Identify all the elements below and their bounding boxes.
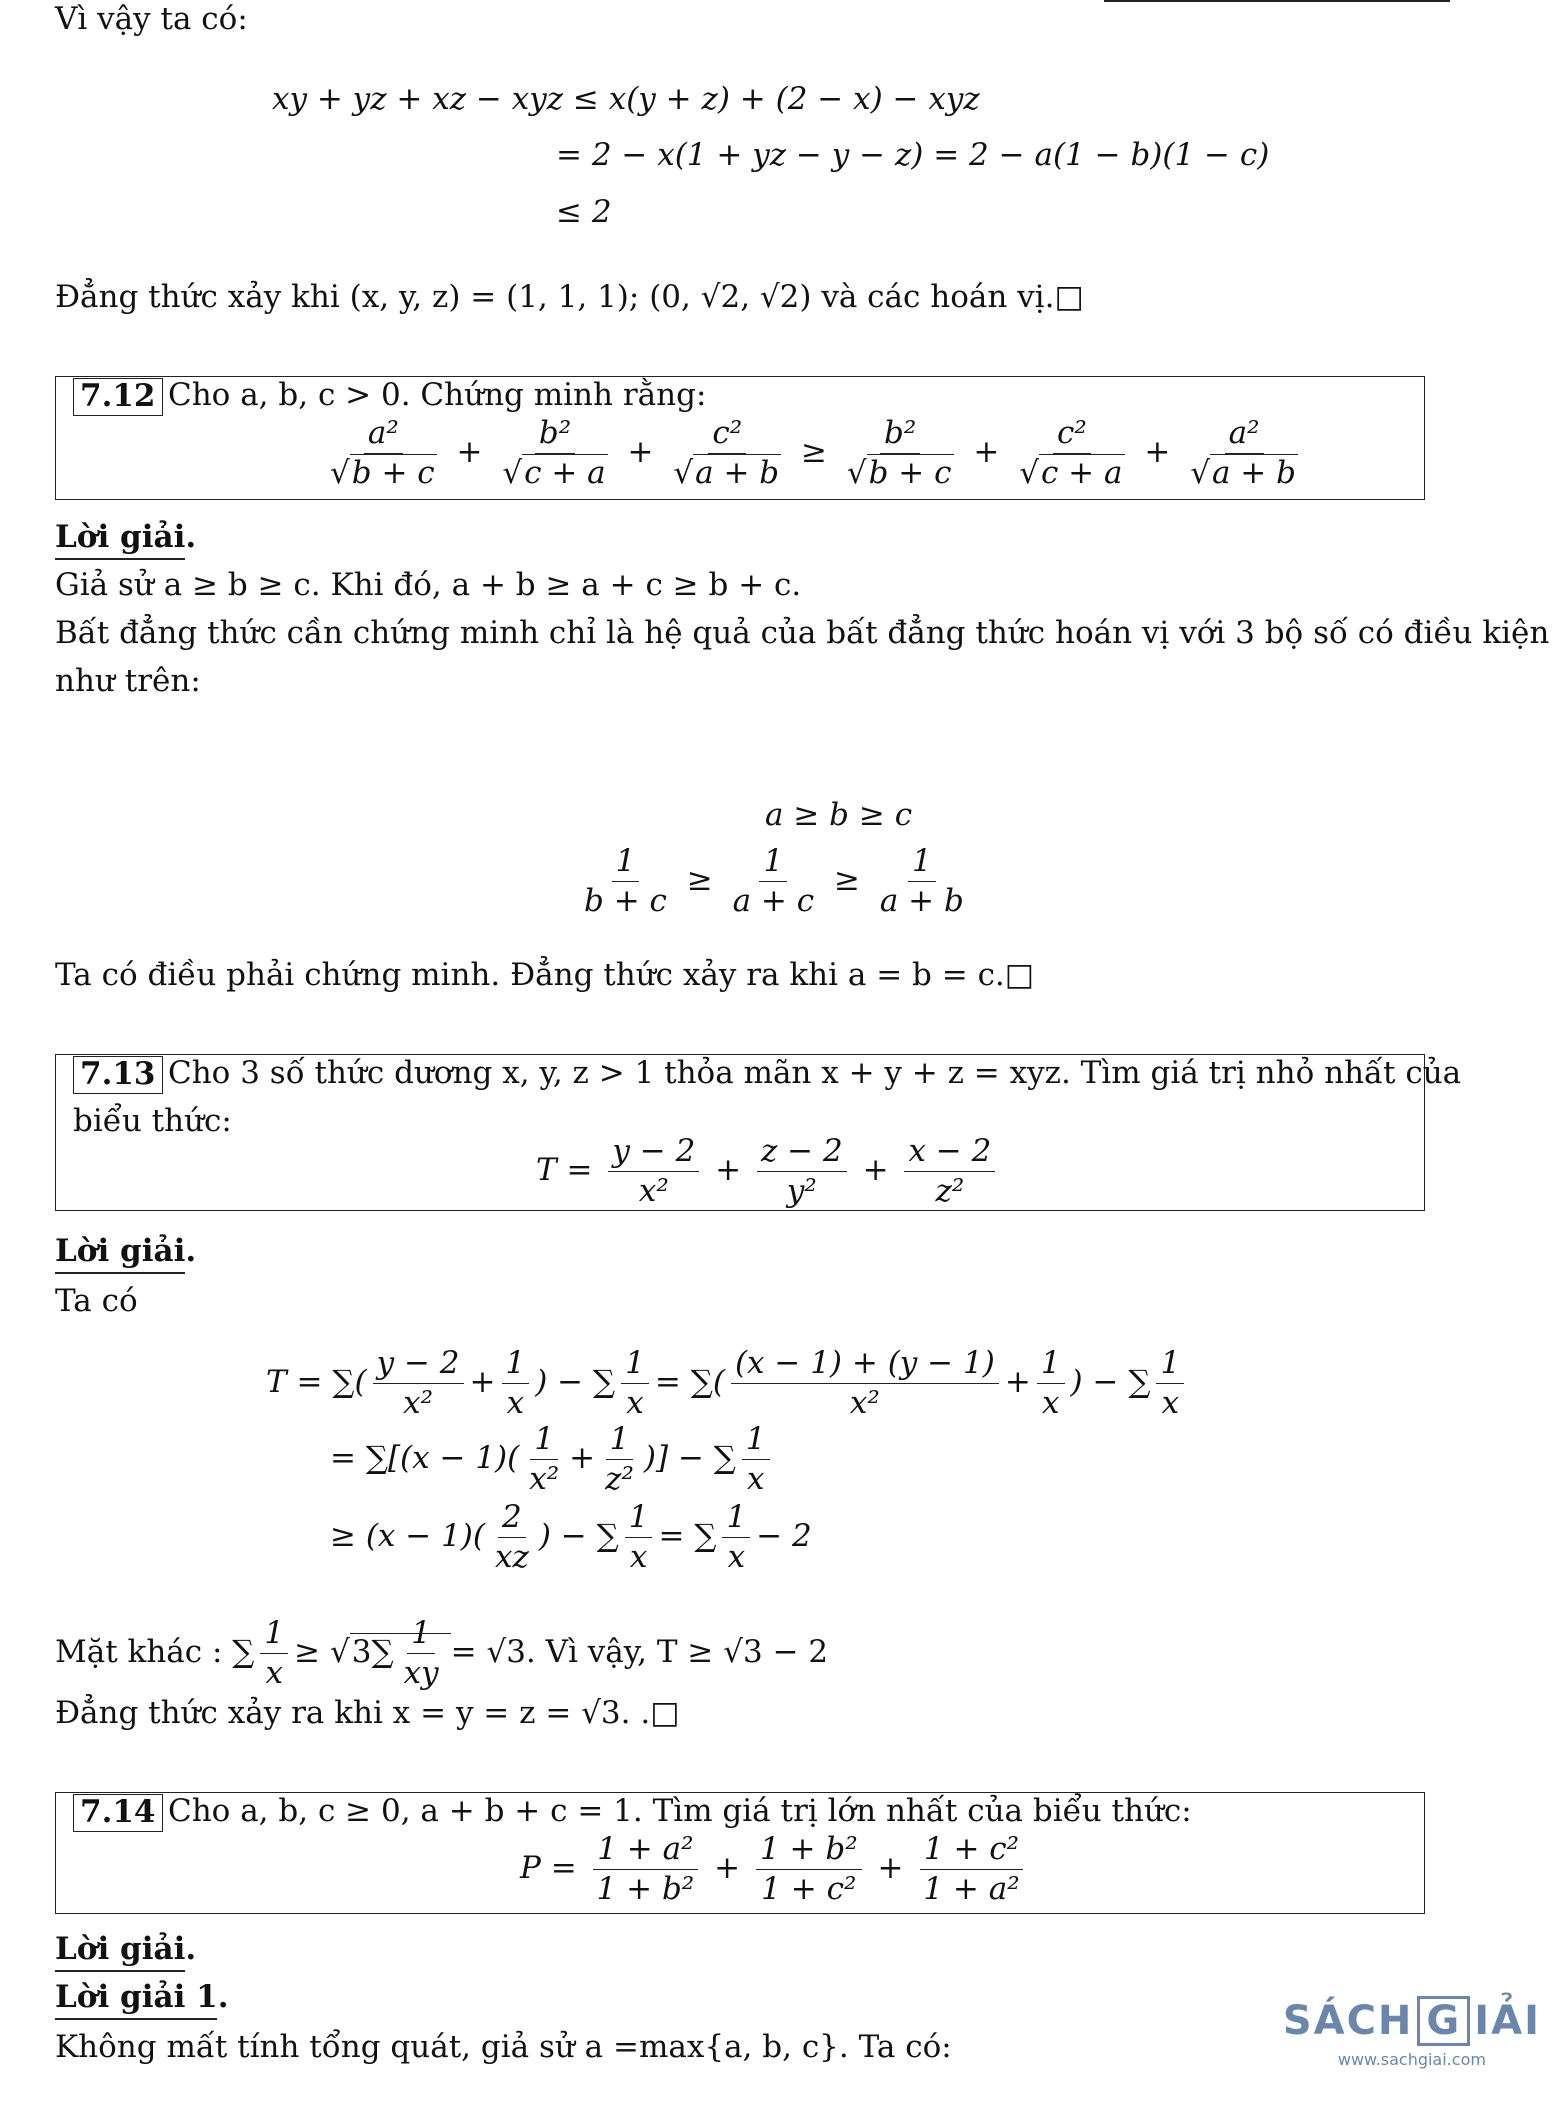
top-rule <box>1104 0 1450 2</box>
fraction: $\frac{x - 2}{\text{z²}}$ <box>904 1132 995 1211</box>
watermark-brand-right: IẢI <box>1474 1998 1541 2044</box>
fraction: $\frac{z - 2}{\text{y²}}$ <box>757 1132 847 1211</box>
fraction: $\frac{1}{x}$ <box>625 1498 653 1577</box>
watermark-url: www.sachgiai.com <box>1337 2050 1486 2069</box>
fraction: $\frac{1}{x}$ <box>621 1344 649 1423</box>
solution-heading-7-12: Lời giải. <box>55 519 197 555</box>
solution-heading-7-13: Lời giải. <box>55 1233 197 1269</box>
derivation-line2-7-13: = ∑[(x − 1)( $\frac{1}{\text{x²}}$ + $\frac{1}{\text{z²}}$ )] − ∑ $\frac{1}{x}$ <box>330 1420 776 1499</box>
fraction: $\frac{1}{\text{z²}}$ <box>605 1421 634 1497</box>
heading-underline <box>55 558 185 560</box>
problem-statement-7-14: Cho a, b, c ≥ 0, a + b + c = 1. Tìm giá trị lớn nhất của biểu thức: <box>168 1793 1192 1829</box>
objective-p-7-14: P = $\frac{\text{1 + a²}}{\text{1 + b²}}$ + $\frac{\text{1 + b²}}{\text{1 + c²}}$ + $\frac{\text{1 + c²}}{\text{1 + a²}}$ <box>520 1830 1030 1909</box>
intro-text: Vì vậy ta có: <box>55 1 248 37</box>
fraction: $\frac{1}{a + b}$ <box>879 843 964 919</box>
solution-line3-7-12: như trên: <box>55 663 201 699</box>
heading-underline <box>55 1970 185 1972</box>
fraction: $\frac{1}{\text{x²}}$ <box>529 1421 560 1497</box>
fraction: $\frac{y - 2}{\text{x²}}$ <box>608 1132 699 1211</box>
fraction: $\frac{\text{c²}}{√a + b}$ <box>673 415 780 491</box>
fraction: $\frac{1}{x}$ <box>1156 1344 1184 1423</box>
watermark-brand-mark: G <box>1417 1996 1470 2046</box>
conclusion-7-12: Ta có điều phải chứng minh. Đẳng thức xảy ra khi a = b = c.□ <box>55 957 1035 993</box>
fraction: $\frac{1}{x}$ <box>722 1498 750 1577</box>
fraction: $\frac{\text{b²}}{√c + a}$ <box>502 415 606 491</box>
watermark-brand-left: SÁCH <box>1282 1998 1414 2044</box>
derivation-line3-7-13: ≥ (x − 1)( $\frac{2}{xz}$ ) − ∑ $\frac{1}{x}$ = ∑ $\frac{1}{x}$ − 2 <box>330 1499 812 1575</box>
fraction: $\frac{\text{a²}}{√b + c}$ <box>330 415 435 491</box>
fraction: $\frac{(x - 1) + (y - 1)}{\text{x²}}$ <box>731 1344 999 1423</box>
heading-underline <box>55 2018 217 2020</box>
fraction: $\frac{\text{1 + a²}}{\text{1 + b²}}$ <box>593 1830 699 1909</box>
solution-line1-7-12: Giả sử a ≥ b ≥ c. Khi đó, a + b ≥ a + c ≥ b + c. <box>55 567 802 603</box>
solution1-heading-7-14: Lời giải 1. <box>55 1979 229 2015</box>
watermark-logo <box>1283 1996 1541 2070</box>
problem-number-7-12: 7.12 <box>73 378 163 416</box>
fraction: $\frac{2}{xz}$ <box>495 1499 529 1575</box>
other-hand-7-13: Mặt khác : ∑ $\frac{1}{x}$ ≥ √3∑ $\frac{1}{xy}$ = √3. Vì vậy, T ≥ √3 − 2 <box>55 1615 829 1691</box>
fraction: $\frac{1}{xy}$ <box>403 1615 439 1691</box>
solution-line2-7-12: Bất đẳng thức cần chứng minh chỉ là hệ quả của bất đẳng thức hoán vị với 3 bộ số có điều kiện <box>55 615 1550 651</box>
fraction: $\frac{\text{b²}}{√b + c}$ <box>846 415 952 491</box>
solution-line1-7-13: Ta có <box>55 1283 138 1319</box>
eq1-line3: ≤ 2 <box>556 194 612 230</box>
solution-heading-7-14: Lời giải. <box>55 1931 197 1967</box>
problem-statement2-7-13: biểu thức: <box>73 1103 232 1139</box>
problem-number-7-13: 7.13 <box>73 1056 163 1094</box>
solution-line1-7-14: Không mất tính tổng quát, giả sử a =max{a, b, c}. Ta có: <box>55 2029 952 2065</box>
sqrt-radicand: 3∑ $\frac{1}{xy}$ <box>350 1633 451 1670</box>
fraction: $\frac{\text{c²}}{√c + a}$ <box>1019 415 1123 491</box>
fraction: $\frac{1}{x}$ <box>1037 1344 1065 1423</box>
fraction: $\frac{1}{x}$ <box>502 1344 530 1423</box>
objective-t-7-13: T = $\frac{y - 2}{\text{x²}}$ + $\frac{z - 2}{\text{y²}}$ + $\frac{x - 2}{\text{z²}}$ <box>536 1132 1001 1211</box>
problem-number-7-14: 7.14 <box>73 1794 163 1832</box>
inequality-7-12: $\frac{\text{a²}}{√b + c}$ + $\frac{\text{b²}}{√c + a}$ + $\frac{\text{c²}}{√a + b}$ ≥ $\frac{\text{b²}}{√b + c}$ + $\frac{\text{c²}}{√c + a}$ + $\frac{\text{a²}}{√a + b}$ <box>320 414 1308 493</box>
fraction: $\frac{1}{b + c}$ <box>584 843 667 919</box>
eq1-line2: = 2 − x(1 + yz − y − z) = 2 − a(1 − b)(1 − c) <box>556 137 1270 173</box>
fraction: $\frac{1}{a + c}$ <box>732 843 815 919</box>
fraction: $\frac{1}{x}$ <box>742 1420 770 1499</box>
fraction: $\frac{1}{x}$ <box>260 1614 288 1693</box>
equality-7-13: Đẳng thức xảy ra khi x = y = z = √3. .□ <box>55 1695 680 1731</box>
fraction: $\frac{\text{a²}}{√a + b}$ <box>1190 415 1296 491</box>
heading-underline <box>55 1272 185 1274</box>
intro-equality: Đẳng thức xảy khi (x, y, z) = (1, 1, 1); (0, √2, √2) và các hoán vị.□ <box>55 279 1084 315</box>
fraction: $\frac{y - 2}{\text{x²}}$ <box>373 1344 464 1423</box>
fraction: $\frac{\text{1 + b²}}{\text{1 + c²}}$ <box>756 1830 862 1909</box>
derivation-line1-7-13: T = ∑( $\frac{y - 2}{\text{x²}}$ + $\frac{1}{x}$ ) − ∑ $\frac{1}{x}$ = ∑( $\frac{(x - 1) + (y - 1)}{\text{x²}}$ + $\frac{1}{x}$ ) − ∑ $\frac{1}{x}$ <box>266 1344 1190 1423</box>
eq1-line1: xy + yz + xz − xyz ≤ x(y + z) + (2 − x) − xyz <box>272 81 980 117</box>
problem-statement-7-12: Cho a, b, c > 0. Chứng minh rằng: <box>168 377 707 413</box>
fraction: $\frac{\text{1 + c²}}{\text{1 + a²}}$ <box>919 1830 1023 1909</box>
problem-statement1-7-13: Cho 3 số thức dương x, y, z > 1 thỏa mãn x + y + z = xyz. Tìm giá trị nhỏ nhất của <box>168 1055 1462 1091</box>
order-chain-7-12: a ≥ b ≥ c <box>765 797 913 833</box>
fraction-chain-7-12: $\frac{1}{b + c}$ ≥ $\frac{1}{a + c}$ ≥ $\frac{1}{a + b}$ <box>574 842 974 921</box>
